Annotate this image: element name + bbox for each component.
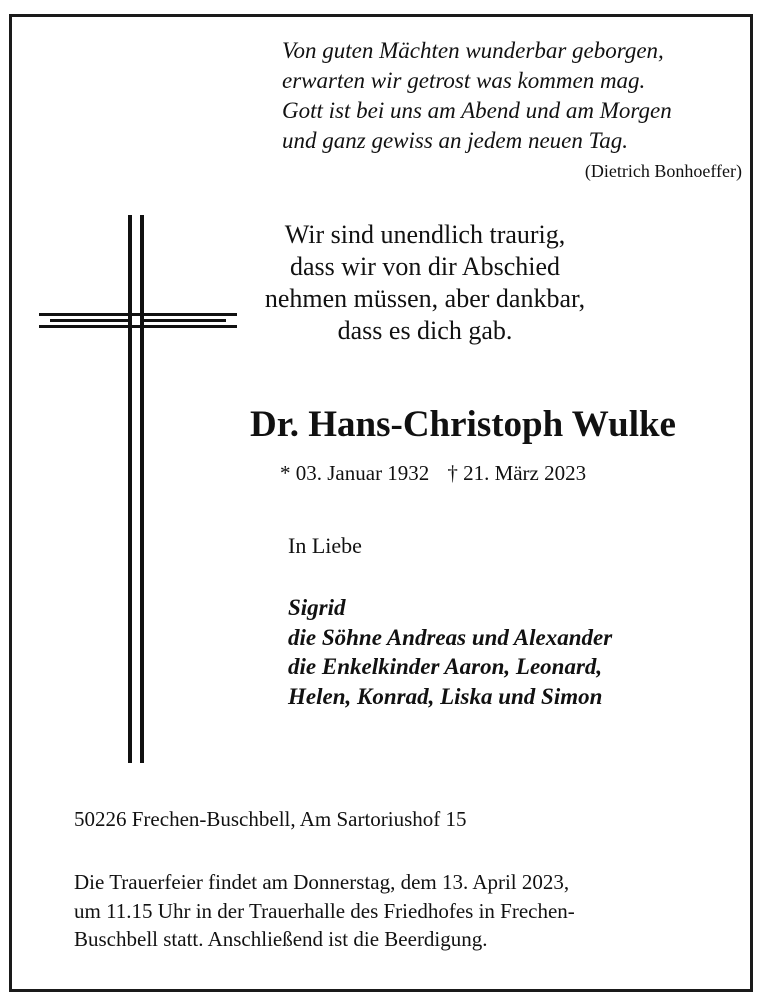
service-line: Buschbell statt. Anschließend ist die Beerdigung. bbox=[74, 927, 488, 951]
quote-line: Gott ist bei uns am Abend und am Morgen bbox=[282, 98, 672, 123]
cross-center-line bbox=[50, 319, 128, 322]
farewell-line: dass wir von dir Abschied bbox=[289, 252, 561, 281]
cross-vertical-line bbox=[128, 215, 132, 763]
quote-author: (Dietrich Bonhoeffer) bbox=[584, 161, 742, 181]
mourner-line: Helen, Konrad, Liska und Simon bbox=[288, 683, 603, 709]
quote-line: und ganz gewiss an jedem neuen Tag. bbox=[282, 128, 629, 153]
birth-date: * 03. Januar 1932 bbox=[280, 461, 430, 485]
farewell-message bbox=[255, 219, 595, 347]
cross-horizontal-line bbox=[39, 313, 237, 316]
mourner-line: die Enkelkinder Aaron, Leonard, bbox=[288, 654, 603, 679]
bonhoeffer-quote bbox=[282, 36, 742, 156]
service-line: Die Trauerfeier findet am Donnerstag, dem 13. April 2023, bbox=[74, 870, 570, 894]
mourners-list bbox=[288, 593, 612, 711]
life-dates bbox=[280, 459, 586, 487]
quote-line: erwarten wir getrost was kommen mag. bbox=[282, 68, 646, 93]
cross-vertical-line bbox=[140, 215, 144, 763]
service-line: um 11.15 Uhr in der Trauerhalle des Friedhofes in Frechen- bbox=[74, 898, 575, 923]
in-love-heading: In Liebe bbox=[288, 533, 362, 558]
death-date: † 21. März 2023 bbox=[447, 461, 587, 485]
farewell-line: Wir sind unendlich traurig, bbox=[284, 220, 566, 249]
family-address: 50226 Frechen-Buschbell, Am Sartoriushof 15 bbox=[74, 807, 467, 831]
quote-line: Von guten Mächten wunderbar geborgen, bbox=[282, 38, 664, 63]
mourner-line: die Söhne Andreas und Alexander bbox=[288, 624, 613, 650]
mourner-line: Sigrid bbox=[288, 595, 346, 620]
cross-horizontal-line bbox=[39, 325, 237, 328]
farewell-line: dass es dich gab. bbox=[337, 316, 513, 345]
deceased-name: Dr. Hans-Christoph Wulke bbox=[250, 404, 676, 445]
farewell-line: nehmen müssen, aber dankbar, bbox=[264, 284, 586, 313]
funeral-service-info bbox=[74, 868, 714, 954]
cross-center-line bbox=[144, 319, 226, 322]
